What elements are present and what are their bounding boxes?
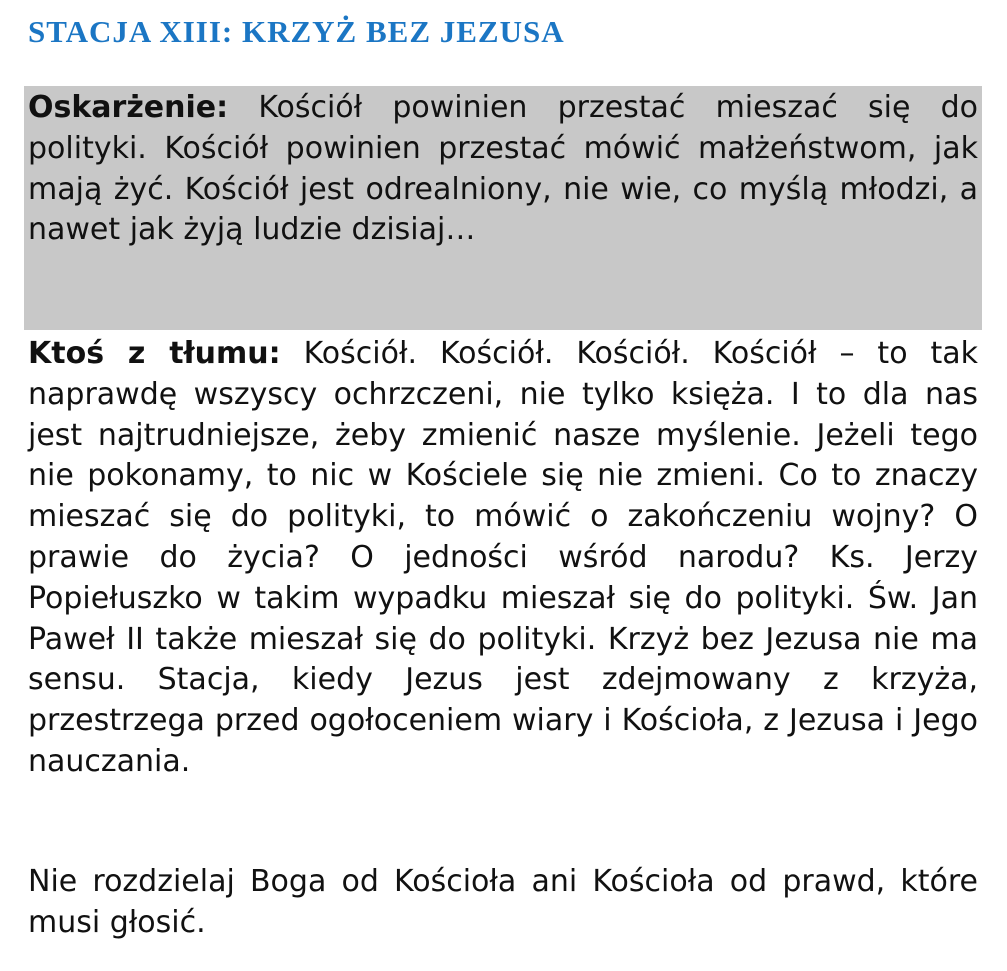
- accusation-text: Kościół powinien przestać mieszać się do polityki. Kościół powinien przestać mówić małżeństwom, jak mają żyć. Kościół jest odrealniony, nie wie, co myślą młodzi, a nawet jak żyją ludzie dzisiaj…: [28, 90, 978, 248]
- crowd-voice-label: Ktoś z tłumu:: [28, 336, 281, 371]
- accusation-label: Oskarżenie:: [28, 90, 229, 125]
- station-title: STACJA XIII: KRZYŻ BEZ JEZUSA: [28, 14, 565, 49]
- accusation-box: [24, 86, 982, 330]
- crowd-voice-paragraph: [28, 334, 978, 783]
- accusation-paragraph: [28, 88, 978, 251]
- closing-paragraph: Nie rozdzielaj Boga od Kościoła ani Kościoła od prawd, które musi głosić.: [28, 864, 978, 940]
- closing-section: [28, 862, 978, 944]
- crowd-voice-section: [28, 334, 978, 783]
- crowd-voice-text: Kościół. Kościół. Kościół. Kościół – to tak naprawdę wszyscy ochrzczeni, nie tylko księża. I to dla nas jest najtrudniejsze, żeby zmienić nasze myślenie. Jeżeli tego nie pokonamy, to nic w Kościele się nie zmieni. Co to znaczy mieszać się do polityki, to mówić o zakończeniu wojny? O prawie do życia? O jedności wśród narodu? Ks. Jerzy Popiełuszko w takim wypadku mieszał się do polityki. Św. Jan Paweł II także mieszał się do polityki. Krzyż bez Jezusa nie ma sensu. Stacja, kiedy Jezus jest zdejmowany z krzyża, przestrzega przed ogołoceniem wiary i Kościoła, z Jezusa i Jego nauczania.: [28, 336, 979, 779]
